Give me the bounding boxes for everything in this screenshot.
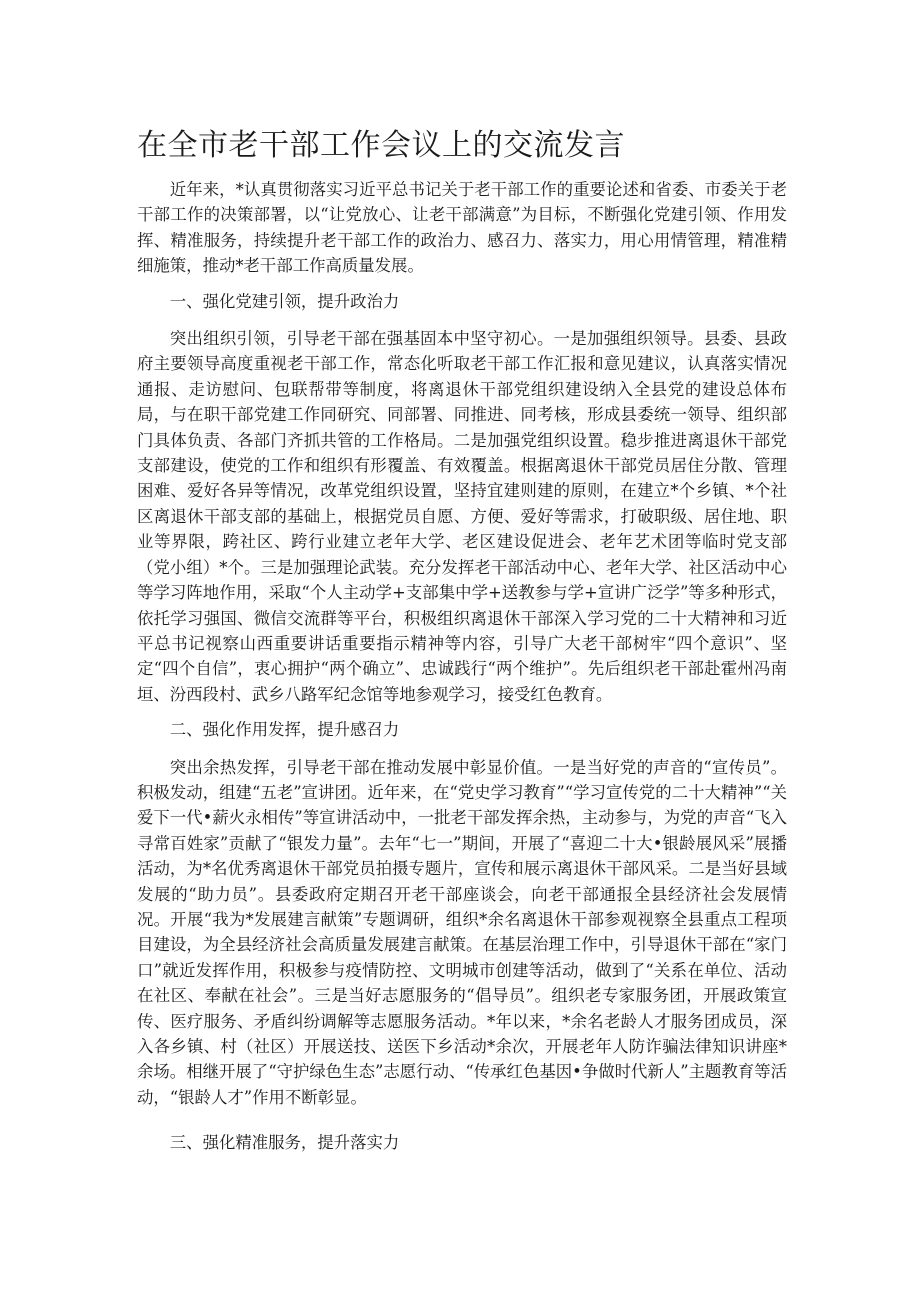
section-3-heading: 三、强化精准服务，提升落实力 <box>169 1133 400 1153</box>
section-1-heading: 一、强化党建引领，提升政治力 <box>169 291 400 311</box>
page-title: 在全市老干部工作会议上的交流发言 <box>137 128 625 163</box>
section-2-heading: 二、强化作用发挥，提升感召力 <box>169 720 400 740</box>
intro-paragraph: 近年来，*认真贯彻落实习近平总书记关于老干部工作的重要论述和省委、市委关于老干部工作的决策部署，以“让党放心、让老干部满意”为目标，不断强化党建引领、作用发挥、精准服务，持续提升老干部工作的政治力、感召力、落实力，用心用情管理，精准精细施策，推动*老干部工作高质量发展。 <box>137 180 787 276</box>
section-2-paragraph: 突出余热发挥，引导老干部在推动发展中彰显价值。一是当好党的声音的“宣传员”。积极发动，组建“五老”宣讲团。近年来，在“党史学习教育”“学习宣传党的二十大精神”“关爱下一代•薪火永相传”等宣讲活动中，一批老干部发挥余热，主动参与，为党的声音“飞入寻常百姓家”贡献了“银发力量”。去年“七一”期间，开展了“喜迎二十大•银龄展风采”展播活动，为*名优秀离退休干部党员拍摄专题片，宣传和展示离退休干部风采。二是当好县域发展的“助力员”。县委政府定期召开老干部座谈会，向老干部通报全县经济社会发展情况。开展“我为*发展建言献策”专题调研，组织*余名离退休干部参观视察全县重点工程项目建设，为全县经济社会高质量发展建言献策。在基层治理工作中，引导退休干部在“家门口”就近发挥作用，积极参与疫情防控、文明城市创建等活动，做到了“关系在单位、活动在社区、奉献在社会”。三是当好志愿服务的“倡导员”。组织老专家服务团，开展政策宣传、医疗服务、矛盾纠纷调解等志愿服务活动。*年以来，*余名老龄人才服务团成员，深入各乡镇、村（社区）开展送技、送医下乡活动*余次，开展老年人防诈骗法律知识讲座*余场。相继开展了“守护绿色生态”志愿行动、“传承红色基因•争做时代新人”主题教育等活动，“银龄人才”作用不断彰显。 <box>137 757 787 1107</box>
document-body <box>137 177 787 1156</box>
section-1-paragraph: 突出组织引领，引导老干部在强基固本中坚守初心。一是加强组织领导。县委、县政府主要领导高度重视老干部工作，常态化听取老干部工作汇报和意见建议，认真落实情况通报、走访慰问、包联帮带等制度，将离退休干部党组织建设纳入全县党的建设总体布局，与在职干部党建工作同研究、同部署、同推进、同考核，形成县委统一领导、组织部门具体负责、各部门齐抓共管的工作格局。二是加强党组织设置。稳步推进离退休干部党支部建设，使党的工作和组织有形覆盖、有效覆盖。根据离退休干部党员居住分散、管理困难、爱好各异等情况，改革党组织设置，坚持宜建则建的原则，在建立*个乡镇、*个社区离退休干部支部的基础上，根据党员自愿、方便、爱好等需求，打破职级、居住地、职业等界限，跨社区、跨行业建立老年大学、老区建设促进会、老年艺术团等临时党支部（党小组）*个。三是加强理论武装。充分发挥老干部活动中心、老年大学、社区活动中心等学习阵地作用，采取“个人主动学+支部集中学+送教参与学+宣讲广泛学”等多种形式，依托学习强国、微信交流群等平台，积极组织离退休干部深入学习党的二十大精神和习近平总书记视察山西重要讲话重要指示精神等内容，引导广大老干部树牢“四个意识”、坚定“四个自信”，衷心拥护“两个确立”、忠诚践行“两个维护”。先后组织老干部赴霍州冯南垣、汾西段村、武乡八路军纪念馆等地参观学习，接受红色教育。 <box>137 329 787 704</box>
